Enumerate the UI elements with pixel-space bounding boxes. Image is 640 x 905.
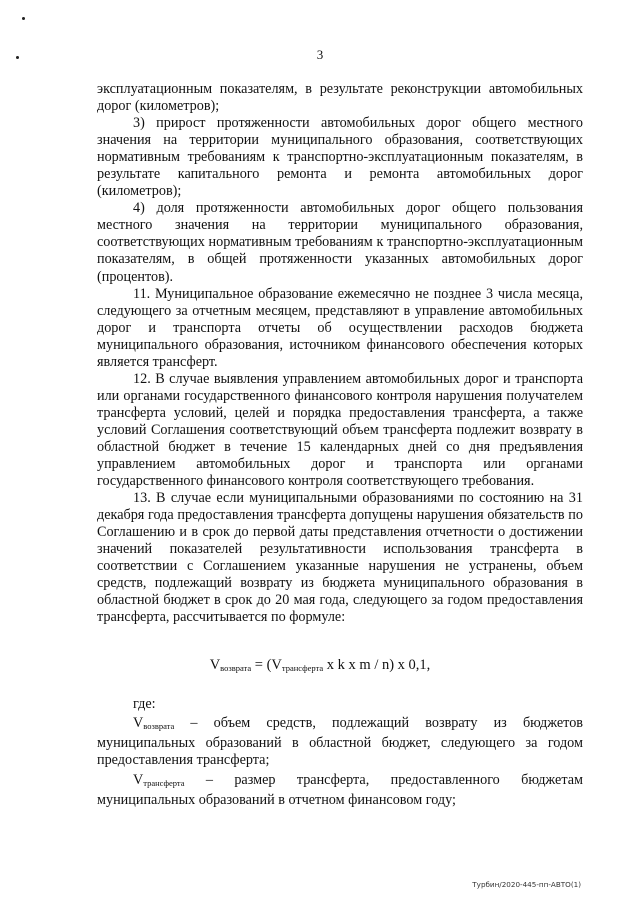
definition-text: – объем средств, подлежащий возврату из бюджетов муниципальных образований в областной бюджет, следующего за годом предоставления трансферта; — [97, 715, 583, 769]
where-label: где: — [133, 696, 156, 712]
paragraph-item-3: 3) прирост протяженности автомобильных дорог общего местного значения на территории муниципального образования, соответствующих нормативным требованиям к транспортно-эксплуатационным показателям, в результате капитального ремонта и ремонта автомобильных дорог (километров); — [97, 115, 583, 200]
definition-text: – размер трансферта, предоставленного бюджетам муниципальных образований в отчетном финансовом году; — [97, 772, 583, 809]
formula-subscript-transfer: трансферта — [281, 663, 324, 673]
definition-transfer — [97, 772, 583, 809]
formula — [0, 657, 640, 674]
scan-speck-top — [22, 17, 25, 20]
definition-subscript: возврата — [143, 721, 175, 731]
definition-symbol: V — [133, 715, 144, 731]
paragraph-continuation: эксплуатационным показателям, в результате реконструкции автомобильных дорог (километров); — [97, 81, 583, 115]
footer-document-code: Турбин/2020-445-пп-АВТО(1) — [472, 880, 581, 889]
paragraph-item-4: 4) доля протяженности автомобильных дорог общего пользования местного значения на территории муниципального образования, соответствующих нормативным требованиям к транспортно-эксплуатационным показателям, в общей протяженности указанных автомобильных дорог (процентов). — [97, 200, 583, 285]
paragraph-12: 12. В случае выявления управлением автомобильных дорог и транспорта или органами государственного финансового контроля нарушения получателем трансферта условий, целей и порядка предоставления трансферта, а также условий Соглашения соответствующий объем трансферта подлежит возврату в областной бюджет в течение 15 календарных дней со дня предъявления управлением автомобильных дорог и транспорта или органами государственного финансового контроля соответствующего требования. — [97, 370, 583, 490]
definitions — [97, 715, 583, 809]
definition-subscript: трансферта — [143, 778, 185, 789]
formula-open: = (V — [251, 657, 282, 673]
document-body — [97, 81, 583, 627]
formula-symbol: V — [209, 657, 221, 673]
definition-symbol: V — [133, 772, 144, 789]
page-number: 3 — [316, 47, 324, 62]
formula-rest: x k x m / n) x 0,1, — [323, 657, 431, 673]
formula-subscript-return: возврата — [220, 663, 252, 673]
definition-return — [97, 715, 583, 769]
paragraph-11: 11. Муниципальное образование ежемесячно не позднее 3 числа месяца, следующего за отчетным месяцем, представляют в управление автомобильных дорог и транспорта отчеты об осуществлении расходов бюджета муниципального образования, источником финансового обеспечения которых является трансферт. — [97, 285, 583, 370]
paragraph-13: 13. В случае если муниципальными образованиями по состоянию на 31 декабря года предоставления трансферта допущены нарушения обязательств по Соглашению и в срок до первой даты представления отчетности о достижении значений показателей результативности использования трансферта в соответствии с Соглашением указанные нарушения не устранены, объем средств, подлежащий возврату из бюджета муниципального образования в областной бюджет в срок до 20 мая года, следующего за годом предоставления трансферта, рассчитывается по формуле: — [97, 490, 583, 626]
